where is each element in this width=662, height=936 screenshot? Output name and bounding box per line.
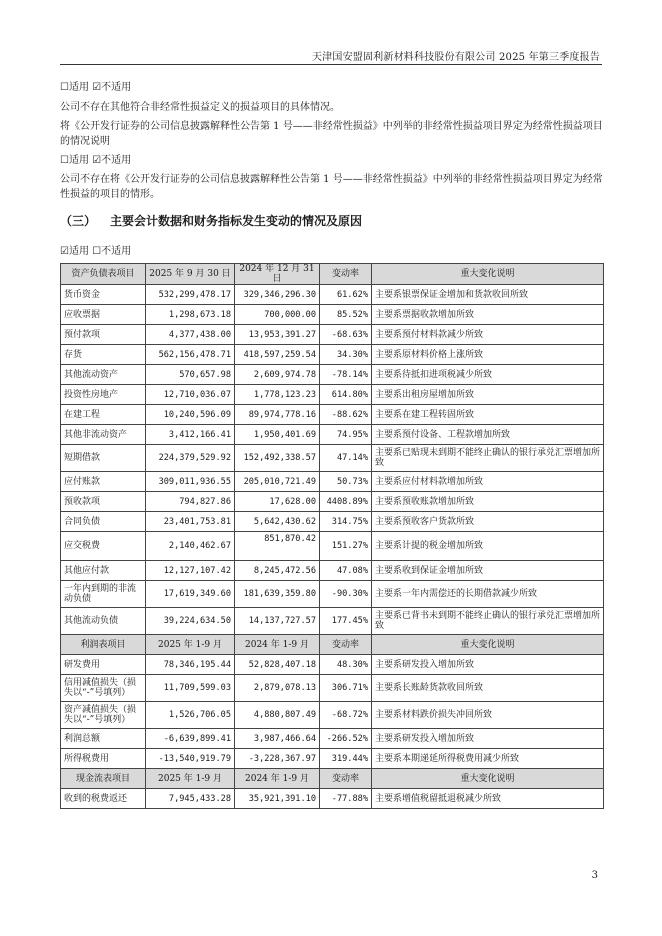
- balance-row: [61, 285, 604, 305]
- balance-row: [61, 385, 604, 405]
- balance-row: [61, 325, 604, 345]
- income-change-rate: 48.30%: [320, 655, 372, 675]
- balance-prior-value: 851,870.42: [235, 532, 320, 561]
- balance-change-reason: 主要系预收客户货款所致: [372, 512, 604, 532]
- income-change-reason: 主要系研发投入增加所致: [372, 729, 604, 749]
- balance-change-reason: 主要系预付设备、工程款增加所致: [372, 425, 604, 445]
- balance-row: [61, 345, 604, 365]
- balance-prior-value: 205,010,721.49: [235, 472, 320, 492]
- cash-item-name: 收到的税费返还: [61, 789, 146, 809]
- paragraph-2: 将《公开发行证券的公司信息披露解释性公告第 1 号——非经常性损益》中列举的非经常性损益项目界定为经常性损益项目的情况说明: [60, 121, 603, 147]
- paragraph-3: 公司不存在将《公开发行证券的公司信息披露解释性公告第 1 号——非经常性损益》中列举的非经常性损益项目界定为经常性损益的项目的情形。: [60, 174, 603, 200]
- income-row: [61, 675, 604, 702]
- balance-row: [61, 492, 604, 512]
- balance-item-name: 应收票据: [61, 305, 146, 325]
- income-row: [61, 749, 604, 769]
- balance-change-reason: 主要系收到保证金增加所致: [372, 561, 604, 581]
- cash-header-row: [61, 769, 604, 789]
- balance-current-value: 3,412,166.41: [146, 425, 235, 445]
- balance-row: [61, 581, 604, 608]
- income-row: [61, 655, 604, 675]
- balance-item-name: 其他非流动资产: [61, 425, 146, 445]
- balance-change-rate: 85.52%: [320, 305, 372, 325]
- cash-header-cell: 2024 年 1-9 月: [235, 769, 320, 789]
- income-prior-value: 52,828,407.18: [235, 655, 320, 675]
- balance-prior-value: 17,628.00: [235, 492, 320, 512]
- balance-row: [61, 405, 604, 425]
- balance-change-rate: 34.30%: [320, 345, 372, 365]
- balance-row: [61, 512, 604, 532]
- balance-row: [61, 365, 604, 385]
- income-current-value: 1,526,706.05: [146, 702, 235, 729]
- income-prior-value: 2,879,078.13: [235, 675, 320, 702]
- balance-current-value: 12,127,107.42: [146, 561, 235, 581]
- income-current-value: -13,540,919.79: [146, 749, 235, 769]
- balance-row: [61, 305, 604, 325]
- balance-current-value: 10,240,596.09: [146, 405, 235, 425]
- balance-change-rate: 177.45%: [320, 608, 372, 635]
- balance-change-rate: 47.14%: [320, 445, 372, 472]
- balance-row: [61, 425, 604, 445]
- page-number: 3: [591, 870, 598, 881]
- balance-change-rate: 4408.89%: [320, 492, 372, 512]
- income-prior-value: 3,987,466.64: [235, 729, 320, 749]
- balance-change-rate: 151.27%: [320, 532, 372, 561]
- balance-current-value: 2,140,462.67: [146, 532, 235, 561]
- balance-current-value: 532,299,478.17: [146, 285, 235, 305]
- balance-item-name: 其他应付款: [61, 561, 146, 581]
- balance-current-value: 794,827.86: [146, 492, 235, 512]
- report-header-title: 天津国安盟固利新材料科技股份有限公司 2025 年第三季度报告: [311, 52, 600, 63]
- balance-prior-value: 5,642,430.62: [235, 512, 320, 532]
- balance-change-rate: 614.80%: [320, 385, 372, 405]
- income-current-value: 78,346,195.44: [146, 655, 235, 675]
- paragraph-1: 公司不存在其他符合非经常性损益定义的损益项目的具体情况。: [60, 102, 340, 113]
- balance-current-value: 224,379,529.92: [146, 445, 235, 472]
- balance-item-name: 存货: [61, 345, 146, 365]
- income-change-rate: 319.44%: [320, 749, 372, 769]
- balance-current-value: 570,657.98: [146, 365, 235, 385]
- balance-current-value: 1,298,673.18: [146, 305, 235, 325]
- balance-change-reason: 主要系预付材料款减少所致: [372, 325, 604, 345]
- income-item-name: 研发费用: [61, 655, 146, 675]
- income-item-name: 所得税费用: [61, 749, 146, 769]
- applicability-option-1: ☐适用 ☑不适用: [60, 82, 132, 93]
- income-item-name: 信用减值损失（损失以“-”号填列）: [61, 675, 146, 702]
- balance-item-name: 预收款项: [61, 492, 146, 512]
- balance-change-reason: 主要系待抵扣进项税减少所致: [372, 365, 604, 385]
- income-header-cell: 变动率: [320, 635, 372, 655]
- balance-prior-value: 2,609,974.78: [235, 365, 320, 385]
- balance-current-value: 309,011,936.55: [146, 472, 235, 492]
- financial-changes-table: [60, 263, 604, 809]
- balance-current-value: 17,619,349.60: [146, 581, 235, 608]
- balance-current-value: 4,377,438.00: [146, 325, 235, 345]
- balance-header-cell: 资产负债表项目: [61, 264, 146, 285]
- balance-item-name: 应交税费: [61, 532, 146, 561]
- applicability-option-3: ☑适用 ☐不适用: [60, 246, 132, 257]
- balance-item-name: 其他流动负债: [61, 608, 146, 635]
- balance-change-reason: 主要系在建工程转固所致: [372, 405, 604, 425]
- balance-change-reason: 主要系票据收款增加所致: [372, 305, 604, 325]
- balance-header-cell: 重大变化说明: [372, 264, 604, 285]
- balance-change-reason: 主要系预收账款增加所致: [372, 492, 604, 512]
- balance-current-value: 12,710,036.07: [146, 385, 235, 405]
- income-change-reason: 主要系长账龄货款收回所致: [372, 675, 604, 702]
- balance-change-rate: 61.62%: [320, 285, 372, 305]
- income-item-name: 资产减值损失（损失以“-”号填列）: [61, 702, 146, 729]
- balance-change-rate: 50.73%: [320, 472, 372, 492]
- balance-item-name: 其他流动资产: [61, 365, 146, 385]
- income-row: [61, 702, 604, 729]
- balance-prior-value: 13,953,391.27: [235, 325, 320, 345]
- balance-change-rate: -78.14%: [320, 365, 372, 385]
- balance-header-cell: 2024 年 12 月 31 日: [235, 264, 320, 285]
- income-change-rate: -68.72%: [320, 702, 372, 729]
- balance-current-value: 39,224,634.50: [146, 608, 235, 635]
- balance-prior-value: 181,639,359.80: [235, 581, 320, 608]
- balance-change-rate: -88.62%: [320, 405, 372, 425]
- balance-change-reason: 主要系应付材料款增加所致: [372, 472, 604, 492]
- balance-prior-value: 1,778,123.23: [235, 385, 320, 405]
- balance-header-cell: 2025 年 9 月 30 日: [146, 264, 235, 285]
- balance-item-name: 应付账款: [61, 472, 146, 492]
- income-current-value: -6,639,899.41: [146, 729, 235, 749]
- cash-change-rate: -77.88%: [320, 789, 372, 809]
- applicability-option-2: ☐适用 ☑不适用: [60, 155, 132, 166]
- balance-prior-value: 152,492,338.57: [235, 445, 320, 472]
- balance-item-name: 短期借款: [61, 445, 146, 472]
- balance-item-name: 预付款项: [61, 325, 146, 345]
- balance-change-rate: -68.63%: [320, 325, 372, 345]
- income-change-reason: 主要系材料跌价损失冲回所致: [372, 702, 604, 729]
- cash-header-cell: 现金流表项目: [61, 769, 146, 789]
- balance-prior-value: 418,597,259.54: [235, 345, 320, 365]
- income-prior-value: -3,228,367.97: [235, 749, 320, 769]
- income-header-cell: 利润表项目: [61, 635, 146, 655]
- balance-row: [61, 472, 604, 492]
- balance-item-name: 一年内到期的非流动负债: [61, 581, 146, 608]
- income-row: [61, 729, 604, 749]
- balance-row: [61, 532, 604, 561]
- balance-row: [61, 561, 604, 581]
- balance-current-value: 23,401,753.81: [146, 512, 235, 532]
- balance-change-reason: 主要系计提的税金增加所致: [372, 532, 604, 561]
- balance-change-rate: -90.30%: [320, 581, 372, 608]
- balance-item-name: 在建工程: [61, 405, 146, 425]
- income-change-rate: 306.71%: [320, 675, 372, 702]
- balance-item-name: 投资性房地产: [61, 385, 146, 405]
- balance-change-reason: 主要系银票保证金增加和货款收回所致: [372, 285, 604, 305]
- cash-header-cell: 2025 年 1-9 月: [146, 769, 235, 789]
- balance-prior-value: 14,137,727.57: [235, 608, 320, 635]
- income-item-name: 利润总额: [61, 729, 146, 749]
- header-divider: [60, 64, 602, 65]
- balance-current-value: 562,156,478.71: [146, 345, 235, 365]
- income-change-rate: -266.52%: [320, 729, 372, 749]
- balance-header-cell: 变动率: [320, 264, 372, 285]
- income-header-cell: 2024 年 1-9 月: [235, 635, 320, 655]
- balance-change-reason: 主要系一年内需偿还的长期借款减少所致: [372, 581, 604, 608]
- cash-prior-value: 35,921,391.10: [235, 789, 320, 809]
- income-prior-value: 4,880,807.49: [235, 702, 320, 729]
- section-title: 主要会计数据和财务指标发生变动的情况及原因: [110, 214, 363, 228]
- balance-header-row: [61, 264, 604, 285]
- cash-current-value: 7,945,433.28: [146, 789, 235, 809]
- balance-item-name: 货币资金: [61, 285, 146, 305]
- income-current-value: 11,709,599.03: [146, 675, 235, 702]
- balance-change-rate: 314.75%: [320, 512, 372, 532]
- section-number: （三）: [60, 214, 97, 228]
- balance-change-rate: 47.08%: [320, 561, 372, 581]
- balance-change-rate: 74.95%: [320, 425, 372, 445]
- balance-row: [61, 608, 604, 635]
- section-heading: [60, 212, 362, 229]
- balance-change-reason: 主要系已贴现未到期不能终止确认的银行承兑汇票增加所致: [372, 445, 604, 472]
- cash-change-reason: 主要系增值税留抵退税减少所致: [372, 789, 604, 809]
- balance-change-reason: 主要系已背书未到期不能终止确认的银行承兑汇票增加所致: [372, 608, 604, 635]
- balance-row: [61, 445, 604, 472]
- income-header-cell: 重大变化说明: [372, 635, 604, 655]
- income-header-cell: 2025 年 1-9 月: [146, 635, 235, 655]
- balance-change-reason: 主要系原材料价格上涨所致: [372, 345, 604, 365]
- balance-item-name: 合同负债: [61, 512, 146, 532]
- balance-change-reason: 主要系出租房屋增加所致: [372, 385, 604, 405]
- balance-prior-value: 8,245,472.56: [235, 561, 320, 581]
- balance-prior-value: 700,000.00: [235, 305, 320, 325]
- balance-prior-value: 329,346,296.30: [235, 285, 320, 305]
- cash-header-cell: 重大变化说明: [372, 769, 604, 789]
- balance-prior-value: 1,950,401.69: [235, 425, 320, 445]
- income-header-row: [61, 635, 604, 655]
- cash-row: [61, 789, 604, 809]
- balance-prior-value: 89,974,778.16: [235, 405, 320, 425]
- cash-header-cell: 变动率: [320, 769, 372, 789]
- income-change-reason: 主要系研发投入增加所致: [372, 655, 604, 675]
- income-change-reason: 主要系本期递延所得税费用减少所致: [372, 749, 604, 769]
